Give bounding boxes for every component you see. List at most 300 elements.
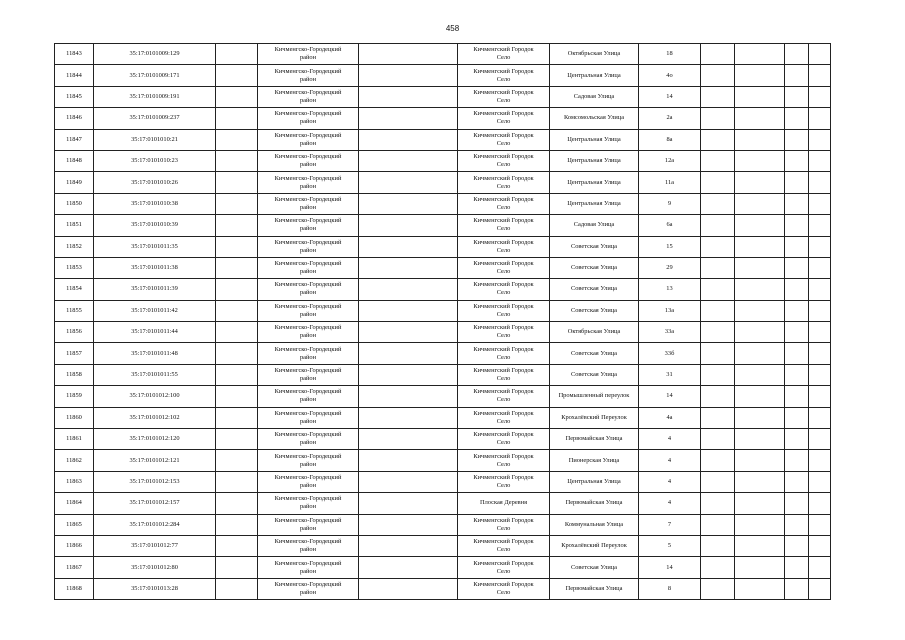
district-cell: [258, 193, 359, 214]
locality-cell: [458, 279, 550, 300]
street-cell: [550, 279, 639, 300]
empty-cell: [785, 557, 809, 578]
district-cell: [258, 279, 359, 300]
empty-cell: [809, 279, 831, 300]
cell-text: Село: [496, 353, 511, 361]
house-number-cell: [639, 322, 701, 343]
cell-text: Октябрьская Улица: [567, 328, 621, 336]
cell-text: Советская Улица: [570, 371, 618, 379]
empty-cell: [809, 236, 831, 257]
empty-cell: [701, 108, 735, 129]
locality-cell: [458, 514, 550, 535]
empty-cell: [701, 172, 735, 193]
cell-text: Промышленный переулок: [558, 392, 630, 400]
house-number-cell: [639, 215, 701, 236]
row-number-cell: [55, 364, 94, 385]
cell-text: 11861: [66, 435, 82, 443]
street-cell: [550, 471, 639, 492]
empty-cell: [216, 150, 258, 171]
cadastral-number-cell: [94, 493, 216, 514]
cadastral-number-cell: [94, 535, 216, 556]
cell-text: Садовая Улица: [573, 92, 615, 100]
cadastral-number-cell: [94, 108, 216, 129]
empty-cell: [785, 364, 809, 385]
table-row: [55, 493, 831, 514]
cadastral-number-cell: [94, 407, 216, 428]
street-cell: [550, 300, 639, 321]
street-cell: [550, 257, 639, 278]
table-row: [55, 514, 831, 535]
house-number-cell: [639, 65, 701, 86]
table-row: [55, 279, 831, 300]
cell-text: Кичменгско-Городецкий: [274, 260, 342, 268]
cell-text: Кичменгско-Городецкий: [274, 110, 342, 118]
house-number-cell: [639, 44, 701, 65]
cell-text: Кичменгско-Городецкий: [274, 388, 342, 396]
empty-cell: [735, 236, 785, 257]
table-row: [55, 471, 831, 492]
cell-text: Садовая Улица: [573, 221, 615, 229]
cell-text: Первомайская Улица: [565, 584, 623, 592]
empty-cell: [359, 172, 458, 193]
cell-text: 35:17:0101009:237: [129, 114, 180, 122]
cadastral-number-cell: [94, 429, 216, 450]
empty-cell: [216, 215, 258, 236]
cadastral-number-cell: [94, 322, 216, 343]
empty-cell: [735, 557, 785, 578]
cell-text: 11847: [66, 135, 82, 143]
table-row: [55, 236, 831, 257]
district-cell: [258, 407, 359, 428]
house-number-cell: [639, 193, 701, 214]
cell-text: Кичменгский Городок: [473, 153, 534, 161]
empty-cell: [785, 129, 809, 150]
table-row: [55, 386, 831, 407]
empty-cell: [216, 450, 258, 471]
empty-cell: [701, 471, 735, 492]
empty-cell: [701, 322, 735, 343]
cell-text: Кичменгско-Городецкий: [274, 67, 342, 75]
house-number-cell: [639, 514, 701, 535]
cell-text: 11848: [66, 157, 82, 165]
locality-cell: [458, 108, 550, 129]
district-cell: [258, 44, 359, 65]
empty-cell: [735, 65, 785, 86]
cell-text: район: [299, 417, 317, 425]
cell-text: 35:17:0101012:284: [129, 520, 180, 528]
district-cell: [258, 65, 359, 86]
cell-text: 5: [667, 542, 672, 550]
locality-cell: [458, 493, 550, 514]
empty-cell: [735, 407, 785, 428]
row-number-cell: [55, 279, 94, 300]
cell-text: 35:17:0101010:39: [131, 221, 178, 229]
empty-cell: [785, 450, 809, 471]
cell-text: 11853: [66, 264, 82, 272]
cell-text: 11864: [66, 499, 82, 507]
cell-text: Кичменгский Городок: [473, 559, 534, 567]
empty-cell: [809, 150, 831, 171]
house-number-cell: [639, 108, 701, 129]
empty-cell: [735, 279, 785, 300]
cell-text: район: [299, 460, 317, 468]
house-number-cell: [639, 300, 701, 321]
cadastral-number-cell: [94, 86, 216, 107]
cell-text: 11855: [66, 306, 82, 314]
cell-text: Кичменгско-Городецкий: [274, 367, 342, 375]
empty-cell: [785, 172, 809, 193]
empty-cell: [735, 386, 785, 407]
empty-cell: [216, 300, 258, 321]
empty-cell: [216, 514, 258, 535]
house-number-cell: [639, 257, 701, 278]
cell-text: район: [299, 289, 317, 297]
district-cell: [258, 343, 359, 364]
street-cell: [550, 343, 639, 364]
empty-cell: [735, 450, 785, 471]
street-cell: [550, 215, 639, 236]
empty-cell: [785, 257, 809, 278]
cadastral-number-cell: [94, 557, 216, 578]
street-cell: [550, 429, 639, 450]
cell-text: 11865: [66, 520, 82, 528]
locality-cell: [458, 322, 550, 343]
row-number-cell: [55, 86, 94, 107]
table-row: [55, 322, 831, 343]
empty-cell: [735, 129, 785, 150]
empty-cell: [735, 257, 785, 278]
empty-cell: [785, 578, 809, 599]
cell-text: 15: [666, 242, 673, 250]
cell-text: Кичменгский Городок: [473, 46, 534, 54]
table-row: [55, 364, 831, 385]
cell-text: 11859: [66, 392, 82, 400]
cell-text: Село: [496, 567, 511, 575]
cell-text: Кичменгский Городок: [473, 580, 534, 588]
cell-text: Крохалёвский Переулок: [561, 413, 627, 421]
row-number-cell: [55, 300, 94, 321]
cell-text: 14: [666, 92, 673, 100]
cell-text: 35:17:0101012:153: [129, 478, 180, 485]
cell-text: Кичменгский Городок: [473, 538, 534, 546]
empty-cell: [809, 65, 831, 86]
cell-text: Советская Улица: [570, 264, 618, 272]
cell-text: 4: [667, 499, 672, 507]
empty-cell: [359, 257, 458, 278]
cell-text: Село: [496, 54, 511, 62]
cell-text: Кичменгско-Городецкий: [274, 302, 342, 310]
row-number-cell: [55, 386, 94, 407]
street-cell: [550, 514, 639, 535]
cell-text: Советская Улица: [570, 306, 618, 314]
district-cell: [258, 386, 359, 407]
cell-text: 11862: [66, 456, 82, 464]
cell-text: 11846: [66, 114, 82, 122]
house-number-cell: [639, 493, 701, 514]
cell-text: Село: [496, 396, 511, 404]
cell-text: 35:17:0101010:21: [131, 135, 178, 143]
row-number-cell: [55, 129, 94, 150]
empty-cell: [359, 429, 458, 450]
row-number-cell: [55, 407, 94, 428]
cell-text: Кичменгский Городок: [473, 217, 534, 225]
cell-text: район: [299, 268, 317, 276]
empty-cell: [785, 514, 809, 535]
empty-cell: [701, 44, 735, 65]
cell-text: 4а: [666, 413, 673, 421]
house-number-cell: [639, 578, 701, 599]
cell-text: 35:17:0101009:171: [129, 71, 180, 79]
cell-text: 11844: [66, 71, 82, 79]
cell-text: 11860: [66, 413, 82, 421]
cell-text: район: [299, 503, 317, 511]
empty-cell: [809, 364, 831, 385]
cell-text: Кичменгско-Городецкий: [274, 153, 342, 161]
registry-table: [54, 43, 831, 600]
cell-text: Центральная Улица: [567, 199, 621, 207]
cell-text: 35:17:0101012:157: [129, 499, 180, 507]
empty-cell: [809, 493, 831, 514]
row-number-cell: [55, 493, 94, 514]
house-number-cell: [639, 471, 701, 492]
cell-text: район: [299, 588, 317, 596]
empty-cell: [701, 215, 735, 236]
cell-text: Кичменгско-Городецкий: [274, 409, 342, 417]
empty-cell: [809, 471, 831, 492]
street-cell: [550, 386, 639, 407]
cell-text: Кичменгский Городок: [473, 302, 534, 310]
cell-text: 11868: [66, 584, 82, 592]
house-number-cell: [639, 450, 701, 471]
cell-text: 35:17:0101012:77: [131, 542, 178, 550]
empty-cell: [701, 578, 735, 599]
cell-text: Кичменгский Городок: [473, 345, 534, 353]
street-cell: [550, 364, 639, 385]
cell-text: 35:17:0101011:44: [131, 328, 178, 336]
cadastral-number-cell: [94, 65, 216, 86]
row-number-cell: [55, 450, 94, 471]
cell-text: Кичменгский Городок: [473, 409, 534, 417]
district-cell: [258, 300, 359, 321]
cell-text: Центральная Улица: [567, 478, 621, 485]
empty-cell: [809, 322, 831, 343]
district-cell: [258, 215, 359, 236]
row-number-cell: [55, 236, 94, 257]
empty-cell: [216, 493, 258, 514]
district-cell: [258, 450, 359, 471]
cell-text: 29: [666, 264, 673, 272]
empty-cell: [701, 429, 735, 450]
cell-text: Комсомольская Улица: [563, 114, 625, 122]
empty-cell: [216, 364, 258, 385]
empty-cell: [735, 172, 785, 193]
table-row: [55, 86, 831, 107]
locality-cell: [458, 44, 550, 65]
street-cell: [550, 407, 639, 428]
empty-cell: [735, 86, 785, 107]
table-row: [55, 578, 831, 599]
house-number-cell: [639, 86, 701, 107]
cell-text: 11857: [66, 349, 82, 357]
cell-text: Кичменгский Городок: [473, 110, 534, 118]
district-cell: [258, 150, 359, 171]
cell-text: Кичменгский Городок: [473, 452, 534, 460]
empty-cell: [735, 493, 785, 514]
street-cell: [550, 557, 639, 578]
cell-text: 35:17:0101011:39: [131, 285, 178, 293]
empty-cell: [809, 257, 831, 278]
cell-text: 35:17:0101011:55: [131, 371, 178, 379]
empty-cell: [359, 535, 458, 556]
cell-text: Кичменгский Городок: [473, 131, 534, 139]
cell-text: Село: [496, 225, 511, 233]
district-cell: [258, 236, 359, 257]
house-number-cell: [639, 386, 701, 407]
empty-cell: [785, 215, 809, 236]
cell-text: 13а: [664, 306, 675, 314]
cell-text: 4: [667, 478, 672, 485]
cell-text: Село: [496, 161, 511, 169]
cadastral-number-cell: [94, 172, 216, 193]
street-cell: [550, 578, 639, 599]
street-cell: [550, 236, 639, 257]
empty-cell: [216, 343, 258, 364]
empty-cell: [359, 44, 458, 65]
locality-cell: [458, 129, 550, 150]
cell-text: Село: [496, 289, 511, 297]
cell-text: район: [299, 310, 317, 318]
empty-cell: [785, 386, 809, 407]
cell-text: Кичменгский Городок: [473, 67, 534, 75]
district-cell: [258, 493, 359, 514]
cell-text: 11843: [66, 50, 82, 58]
cadastral-number-cell: [94, 236, 216, 257]
table-row: [55, 215, 831, 236]
cadastral-number-cell: [94, 44, 216, 65]
district-cell: [258, 257, 359, 278]
cell-text: Кичменгский Городок: [473, 281, 534, 289]
table-row: [55, 129, 831, 150]
table-row: [55, 535, 831, 556]
empty-cell: [809, 215, 831, 236]
empty-cell: [809, 557, 831, 578]
cadastral-number-cell: [94, 514, 216, 535]
cadastral-number-cell: [94, 364, 216, 385]
cell-text: 13: [666, 285, 673, 293]
empty-cell: [216, 578, 258, 599]
empty-cell: [701, 86, 735, 107]
house-number-cell: [639, 535, 701, 556]
cell-text: 11852: [66, 242, 82, 250]
house-number-cell: [639, 172, 701, 193]
empty-cell: [785, 193, 809, 214]
empty-cell: [359, 215, 458, 236]
cell-text: Советская Улица: [570, 285, 618, 293]
empty-cell: [785, 407, 809, 428]
row-number-cell: [55, 578, 94, 599]
empty-cell: [216, 322, 258, 343]
cell-text: 35:17:0101011:35: [131, 242, 178, 250]
cell-text: Село: [496, 546, 511, 554]
empty-cell: [735, 514, 785, 535]
cell-text: Центральная Улица: [567, 135, 621, 143]
cell-text: Село: [496, 524, 511, 532]
table-row: [55, 44, 831, 65]
empty-cell: [701, 193, 735, 214]
district-cell: [258, 322, 359, 343]
page-number: 458: [445, 24, 460, 33]
table-row: [55, 450, 831, 471]
cell-text: Село: [496, 439, 511, 447]
empty-cell: [216, 65, 258, 86]
cell-text: 35:17:0101012:120: [129, 435, 180, 443]
empty-cell: [359, 450, 458, 471]
locality-cell: [458, 86, 550, 107]
cell-text: Кичменгский Городок: [473, 88, 534, 96]
empty-cell: [785, 279, 809, 300]
empty-cell: [359, 86, 458, 107]
house-number-cell: [639, 236, 701, 257]
locality-cell: [458, 364, 550, 385]
empty-cell: [735, 364, 785, 385]
street-cell: [550, 65, 639, 86]
district-cell: [258, 557, 359, 578]
empty-cell: [785, 86, 809, 107]
empty-cell: [359, 471, 458, 492]
empty-cell: [735, 44, 785, 65]
cell-text: район: [299, 439, 317, 447]
cell-text: Кичменгский Городок: [473, 367, 534, 375]
empty-cell: [216, 407, 258, 428]
house-number-cell: [639, 279, 701, 300]
empty-cell: [359, 407, 458, 428]
cell-text: Село: [496, 118, 511, 126]
cell-text: 35:17:0101011:38: [131, 264, 178, 272]
empty-cell: [359, 578, 458, 599]
cell-text: Село: [496, 246, 511, 254]
street-cell: [550, 86, 639, 107]
empty-cell: [359, 386, 458, 407]
cell-text: Село: [496, 182, 511, 190]
empty-cell: [785, 535, 809, 556]
empty-cell: [809, 129, 831, 150]
empty-cell: [359, 150, 458, 171]
cadastral-number-cell: [94, 279, 216, 300]
empty-cell: [359, 343, 458, 364]
empty-cell: [785, 429, 809, 450]
cell-text: район: [299, 375, 317, 383]
empty-cell: [735, 471, 785, 492]
cell-text: 4о: [666, 71, 673, 79]
cell-text: Пионерская Улица: [568, 456, 620, 464]
empty-cell: [735, 343, 785, 364]
empty-cell: [216, 236, 258, 257]
row-number-cell: [55, 471, 94, 492]
locality-cell: [458, 65, 550, 86]
cell-text: Крохалёвский Переулок: [561, 542, 627, 550]
empty-cell: [359, 557, 458, 578]
cell-text: 35:17:0101009:129: [129, 50, 180, 58]
locality-cell: [458, 386, 550, 407]
locality-cell: [458, 535, 550, 556]
locality-cell: [458, 557, 550, 578]
empty-cell: [359, 279, 458, 300]
cell-text: Кичменгско-Городецкий: [274, 474, 342, 481]
locality-cell: [458, 300, 550, 321]
row-number-cell: [55, 172, 94, 193]
empty-cell: [701, 236, 735, 257]
empty-cell: [701, 150, 735, 171]
